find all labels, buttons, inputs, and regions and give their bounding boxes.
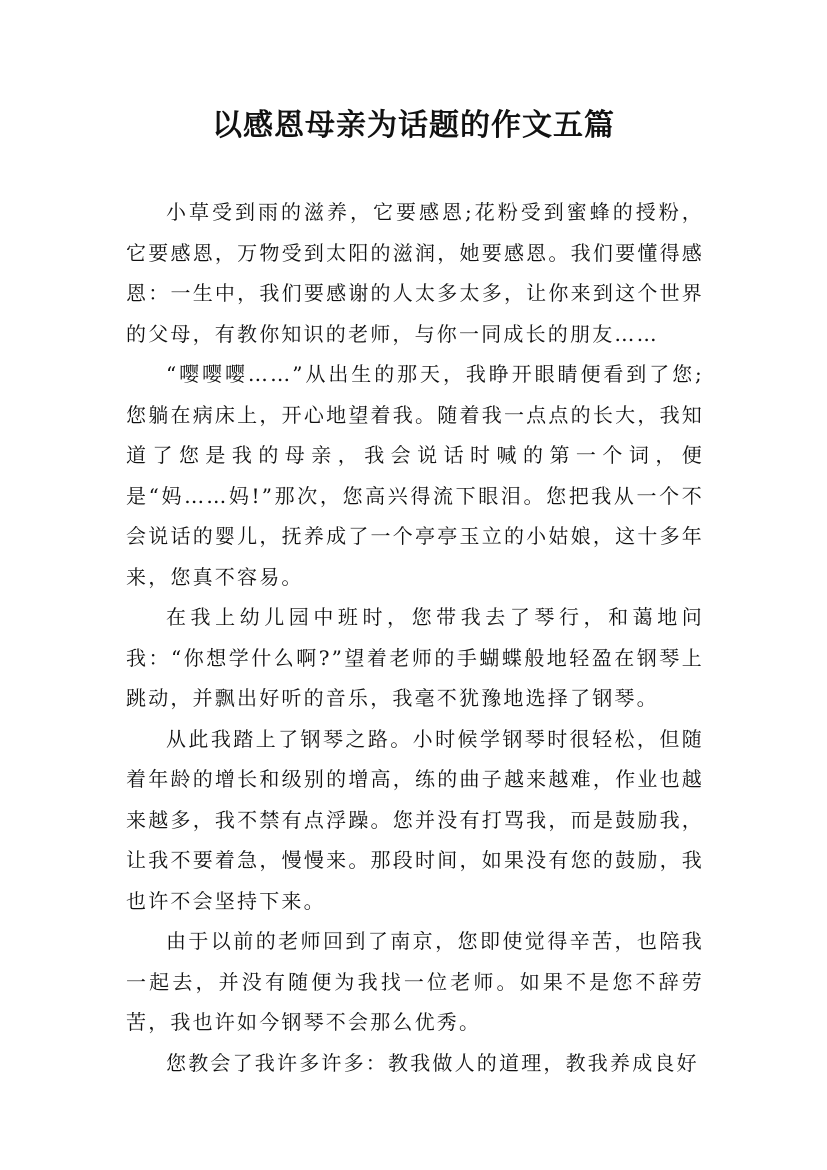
paragraph: 由于以前的老师回到了南京，您即使觉得辛苦，也陪我一起去，并没有随便为我找一位老师。如果不是您不辞劳苦，我也许如今钢琴不会那么优秀。 bbox=[126, 929, 704, 1034]
document-body bbox=[126, 192, 704, 1083]
paragraph: 您教会了我许多许多：教我做人的道理，教我养成良好 bbox=[166, 1050, 699, 1075]
document-title: 以感恩母亲为话题的作文五篇 bbox=[212, 108, 615, 143]
paragraph: 从此我踏上了钢琴之路。小时候学钢琴时很轻松，但随着年龄的增长和级别的增高，练的曲子越来越难，作业也越来越多，我不禁有点浮躁。您并没有打骂我，而是鼓励我，让我不要着急，慢慢来。那段时间，如果没有您的鼓励，我也许不会坚持下来。 bbox=[126, 726, 704, 913]
paragraph: 小草受到雨的滋养，它要感恩;花粉受到蜜蜂的授粉，它要感恩，万物受到太阳的滋润，她要感恩。我们要懂得感恩：一生中，我们要感谢的人太多太多，让你来到这个世界的父母，有教你知识的老师，与你一同成长的朋友…… bbox=[126, 200, 704, 346]
paragraph: 在我上幼儿园中班时，您带我去了琴行，和蔼地问我：“你想学什么啊?”望着老师的手蝴蝶般地轻盈在钢琴上跳动，并飘出好听的音乐，我毫不犹豫地选择了钢琴。 bbox=[126, 605, 704, 710]
paragraph: “嘤嘤嘤……”从出生的那天，我睁开眼睛便看到了您;您躺在病床上，开心地望着我。随着我一点点的长大，我知道了您是我的母亲，我会说话时喊的第一个词，便是“妈……妈!”那次，您高兴得流下眼泪。您把我从一个不会说话的婴儿，抚养成了一个亭亭玉立的小姑娘，这十多年来，您真不容易。 bbox=[126, 362, 704, 589]
